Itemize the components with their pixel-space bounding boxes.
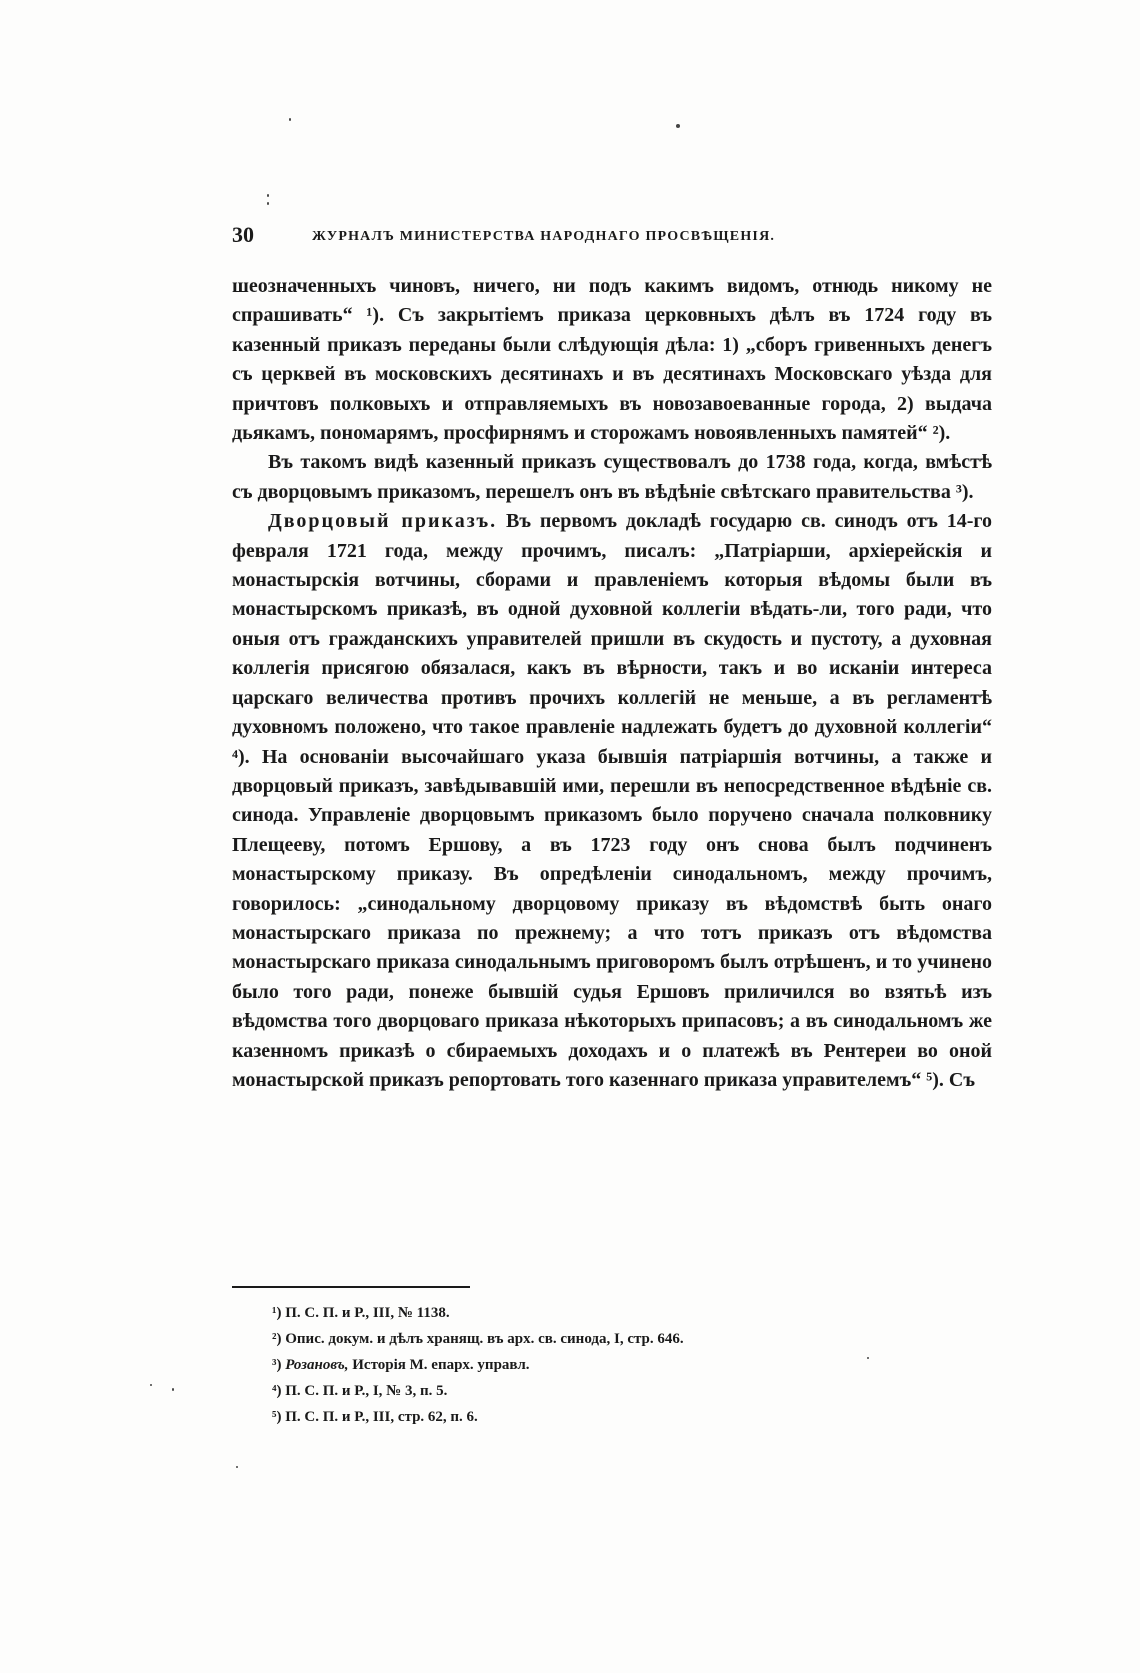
paragraph: шеозначенныхъ чиновъ, ничего, ни подъ какимъ видомъ, отнюдь никому не спрашивать“ ¹). Съ закрытіемъ приказа церковныхъ дѣлъ въ 1724 году въ казенный приказъ переданы были слѣдующія дѣла: 1) „сборъ гривенныхъ денегъ съ церквей въ московскихъ десятинахъ и въ десятинахъ Московскаго уѣзда для причтовъ полковыхъ и отправляемыхъ въ новозавоеванные города, 2) выдача дьякамъ, пономарямъ, просфирнямъ и сторожамъ новоявленныхъ памятей“ ²). — [232, 275, 992, 445]
footnote-mark: ⁵) — [272, 1409, 282, 1425]
footnote — [272, 1326, 992, 1352]
section-heading: Дворцовый приказъ. — [268, 510, 498, 533]
footnote-text: П. С. П. и Р., III, стр. 62, п. 6. — [285, 1409, 478, 1425]
footnote-mark: ⁴) — [272, 1383, 282, 1399]
footnote — [272, 1404, 992, 1430]
footnote-divider — [232, 1286, 470, 1288]
paragraph-text: Въ первомъ докладѣ государю св. синодъ отъ 14-го февраля 1721 года, между прочимъ, писалъ: „Патріарши, архіерейскія и монастырскія вотчины, сборами и правленіемъ которыя вѣдомы были въ монастырскомъ приказѣ, въ одной духовной коллегіи вѣдать-ли, того ради, что оныя отъ гражданскихъ управителей пришли въ скудость и пустоту, а духовная коллегія присягою обязалася, какъ въ вѣрности, такъ и во исканіи интереса царскаго величества противъ прочихъ коллегій не меньше, а въ регламентѣ духовномъ положено, что такое правленіе надлежать будетъ до духовной коллегіи“ ⁴). На основаніи высочайшаго указа бывшія патріаршія вотчины, а также и дворцовый приказъ, завѣдывавшій ими, перешли въ непосредственное вѣдѣніе св. синода. Управленіе дворцовымъ приказомъ было поручено сначала полковнику Плещееву, потомъ Ершову, а въ 1723 году онъ снова былъ подчиненъ монастырскому приказу. Въ опредѣленіи синодальномъ, между прочимъ, говорилось: „синодальному дворцовому приказу въ вѣдомствѣ быть онаго монастырскаго приказа по прежнему; а что тотъ приказъ отъ вѣдомства монастырскаго приказа синодальнымъ приговоромъ былъ отрѣшенъ, и то учинено было того ради, понеже бывшій судья Ершовъ приличился во взятьѣ изъ вѣдомства того дворцоваго приказа нѣкоторыхъ припасовъ; а въ синодальномъ же казенномъ приказѣ о сбираемыхъ доходахъ и о платежѣ въ Рентереи во оной монастырской приказъ репортовать того казеннаго приказа управителемъ“ ⁵). Съ — [232, 510, 992, 1091]
paragraph: Въ такомъ видѣ казенный приказъ существовалъ до 1738 года, когда, вмѣстѣ съ дворцовымъ приказомъ, перешелъ онъ въ вѣдѣніе свѣтскаго правительства ³). — [232, 451, 992, 503]
footnote-text: П. С. П. и Р., I, № 3, п. 5. — [285, 1383, 448, 1399]
footnote-mark: ¹) — [272, 1305, 282, 1321]
footnote-text: П. С. П. и Р., III, № 1138. — [285, 1305, 450, 1321]
footnote-text: Исторія М. епарх. управл. — [348, 1357, 530, 1373]
footnote — [272, 1352, 992, 1378]
footnote-text: Опис. докум. и дѣлъ хранящ. въ арх. св. синода, I, стр. 646. — [285, 1331, 684, 1347]
footnotes — [272, 1300, 992, 1430]
paragraph — [232, 507, 992, 1095]
footnote-mark: ³) — [272, 1357, 282, 1373]
footnote-author: Розановъ, — [285, 1357, 349, 1373]
running-title: ЖУРНАЛЪ МИНИСТЕРСТВА НАРОДНАГО ПРОСВѢЩЕНІЯ. — [312, 229, 776, 244]
main-text — [232, 272, 992, 1095]
footnote — [272, 1378, 992, 1404]
page-number: 30 — [232, 222, 254, 247]
footnote-mark: ²) — [272, 1331, 282, 1347]
page-header — [232, 222, 992, 254]
footnote — [272, 1300, 992, 1326]
